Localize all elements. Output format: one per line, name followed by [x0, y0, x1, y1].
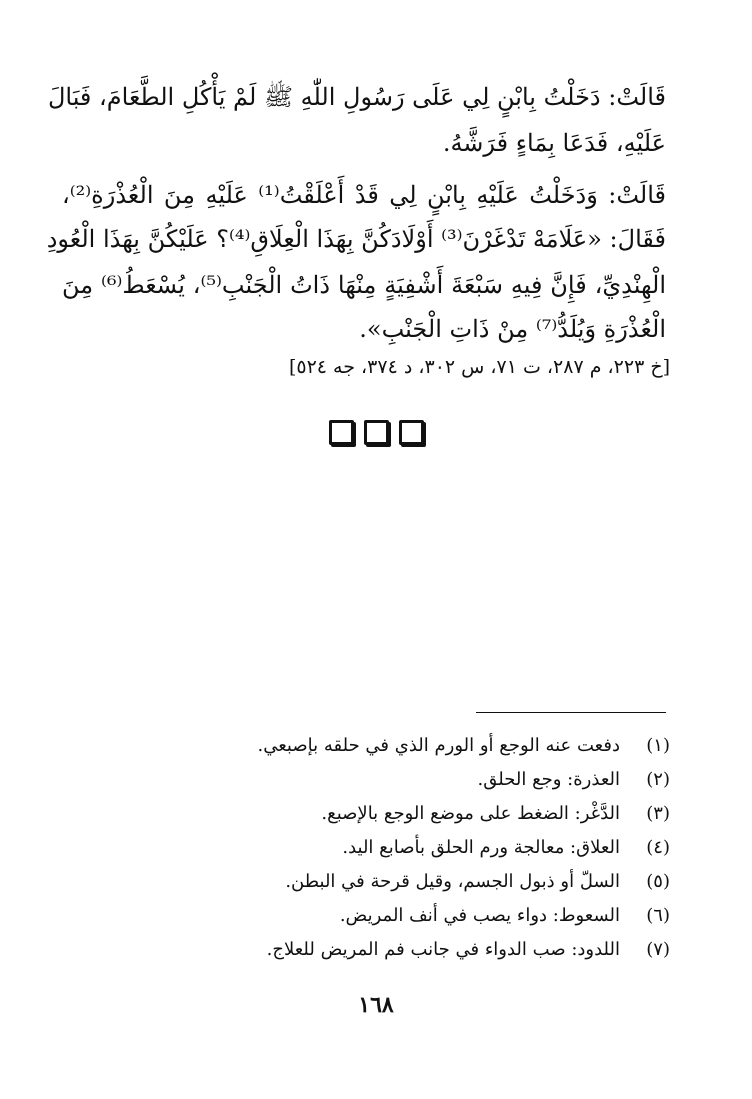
footnote-3 — [70, 798, 670, 830]
footnote-7 — [70, 934, 670, 966]
footnote-6 — [70, 900, 670, 932]
section-separator — [0, 420, 752, 445]
footnote-text: السلّ أو ذبول الجسم، وقيل قرحة في البطن. — [285, 871, 620, 892]
footnote-5 — [70, 866, 670, 898]
footnote-text: العلاق: معالجة ورم الحلق بأصابع اليد. — [342, 837, 620, 858]
footnote-number: (٥) — [646, 871, 670, 892]
page-number: ١٦٨ — [358, 992, 394, 1018]
footnote-text: الدَّغْر: الضغط على موضع الوجع بالإصبع. — [321, 803, 620, 824]
footnote-text: دفعت عنه الوجع أو الورم الذي في حلقه بإصبعي. — [257, 735, 620, 756]
body-line-4: فَقَالَ: «عَلَامَهْ تَدْغَرْنَ⁽³⁾ أَوْلَادَكُنَّ بِهَذَا الْعِلَاقِ⁽⁴⁾؟ عَلَيْكُنَّ بِهَذَا الْعُودِ — [46, 225, 666, 253]
footnote-text: اللدود: صب الدواء في جانب فم المريض للعلاج. — [266, 939, 620, 960]
footnote-2 — [70, 764, 670, 796]
body-line-3: قَالَتْ: وَدَخَلْتُ عَلَيْهِ بِابْنٍ لِي قَدْ أَعْلَقْتُ⁽¹⁾ عَلَيْهِ مِنَ الْعُذْرَةِ⁽²⁾، — [62, 181, 666, 209]
footnote-text: العذرة: وجع الحلق. — [477, 769, 620, 790]
footnote-number: (٦) — [646, 905, 670, 926]
footnote-number: (٤) — [646, 837, 670, 858]
footnote-4 — [70, 832, 670, 864]
footnote-number: (٧) — [646, 939, 670, 960]
footnote-number: (٢) — [646, 769, 670, 790]
footnote-number: (٣) — [646, 803, 670, 824]
footnote-divider — [476, 712, 666, 713]
body-line-1: قَالَتْ: دَخَلْتُ بِابْنٍ لِي عَلَى رَسُولِ اللّٰهِ ﷺ لَمْ يَأْكُلِ الطَّعَامَ، فَبَالَ — [47, 83, 666, 111]
body-line-2: عَلَيْهِ، فَدَعَا بِمَاءٍ فَرَشَّهُ. — [442, 129, 666, 157]
footnote-1 — [70, 730, 670, 762]
footnote-number: (١) — [646, 735, 670, 756]
hadith-reference: [خ ٢٢٣، م ٢٨٧، ت ٧١، س ٣٠٢، د ٣٧٤، جه ٥٢٤] — [288, 356, 670, 378]
body-line-5: الْهِنْدِيِّ، فَإِنَّ فِيهِ سَبْعَةَ أَشْفِيَةٍ مِنْهَا ذَاتُ الْجَنْبِ⁽⁵⁾، يُسْعَطُ⁽⁶⁾ مِنَ — [62, 271, 666, 299]
square-box-icon — [399, 420, 424, 445]
square-box-icon — [364, 420, 389, 445]
square-box-icon — [329, 420, 354, 445]
footnote-text: السعوط: دواء يصب في أنف المريض. — [339, 905, 620, 926]
body-line-6: الْعُذْرَةِ وَيُلَدُّ⁽⁷⁾ مِنْ ذَاتِ الْجَنْبِ». — [359, 315, 666, 343]
